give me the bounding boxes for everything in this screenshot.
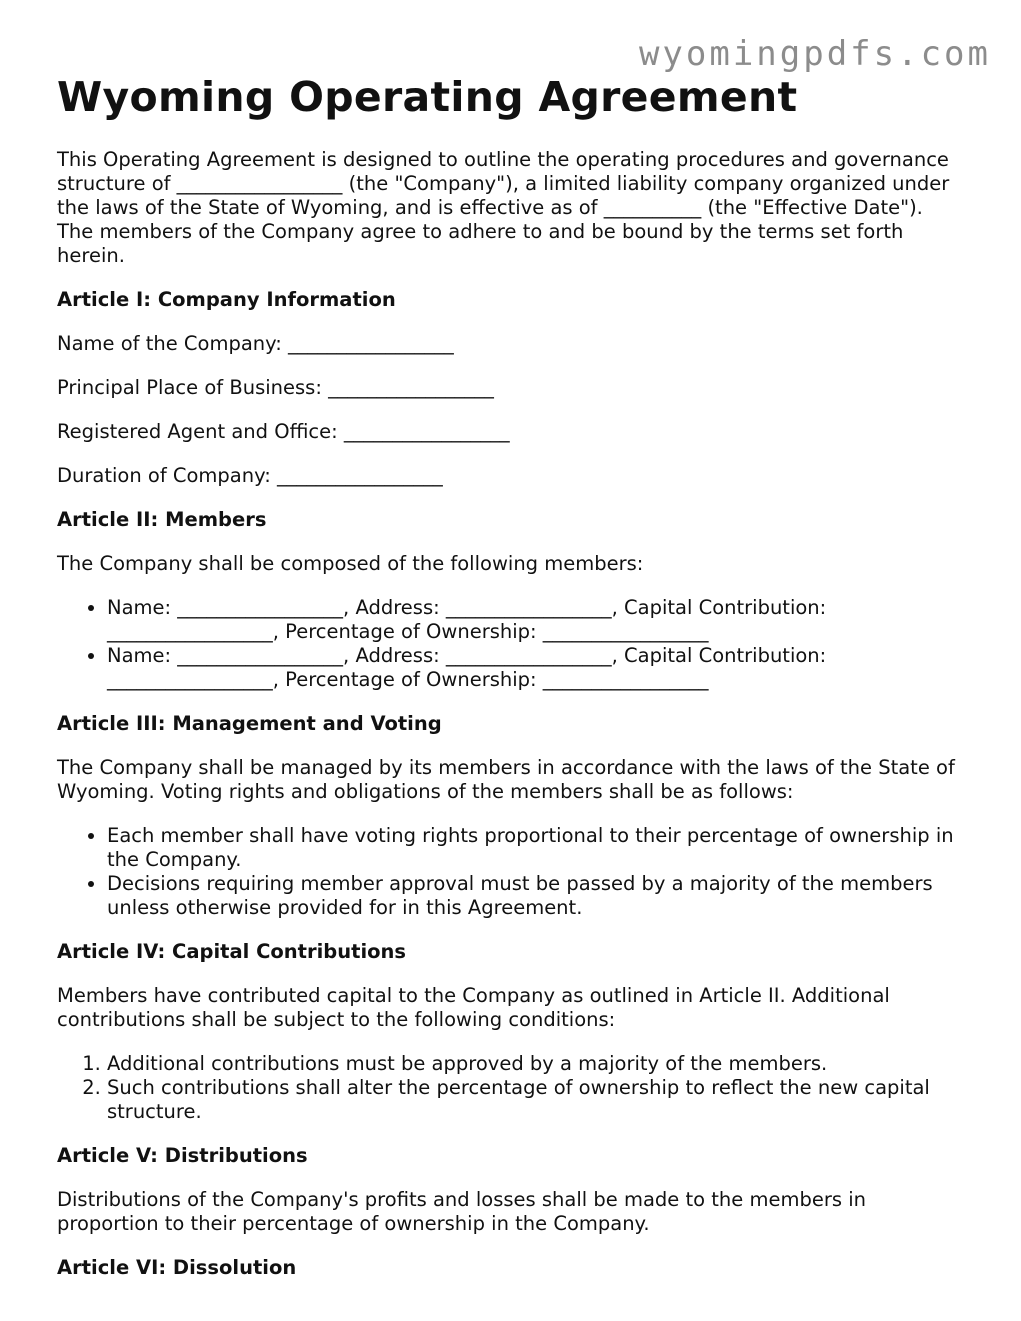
contribution-item: 1. Additional contributions must be approved by a majority of the members. [107, 1052, 962, 1076]
voting-item: • Decisions requiring member approval must be passed by a majority of the members unless otherwise provided for in this Agreement. [107, 872, 962, 920]
article-5-text: Distributions of the Company's profits and losses shall be made to the members in proportion to their percentage of ownership in the Company. [57, 1188, 866, 1235]
members-list [57, 596, 962, 692]
article-6-heading: Article VI: Dissolution [57, 1256, 297, 1279]
contribution-item: 2. Such contributions shall alter the percentage of ownership to reflect the new capital structure. [107, 1076, 962, 1124]
contributions-list [57, 1052, 962, 1124]
article-3-heading: Article III: Management and Voting [57, 712, 442, 735]
principal-place-field: Principal Place of Business: _________________ [57, 376, 494, 399]
member-item: • Name: _________________, Address: _________________, Capital Contribution: _________________, Percentage of Ownership: _________________ [107, 596, 962, 644]
company-name-field: Name of the Company: _________________ [57, 332, 454, 355]
article-3-text: The Company shall be managed by its members in accordance with the laws of the State of Wyoming. Voting rights and obligations of the members shall be as follows: [57, 756, 955, 803]
duration-field: Duration of Company: _________________ [57, 464, 443, 487]
document-title: Wyoming Operating Agreement [57, 73, 798, 121]
watermark: wyomingpdfs.com [638, 34, 991, 74]
article-5-heading: Article V: Distributions [57, 1144, 308, 1167]
document-body [57, 72, 962, 1280]
article-2-text: The Company shall be composed of the following members: [57, 552, 644, 575]
member-item: • Name: _________________, Address: _________________, Capital Contribution: _________________, Percentage of Ownership: _________________ [107, 644, 962, 692]
voting-list [57, 824, 962, 920]
intro-paragraph: This Operating Agreement is designed to outline the operating procedures and governance structure of _________________ (the "Company"), a limited liability company organized under the laws of the State of Wyoming, and is effective as of __________ (the "Effective Date"). The members of the Company agree to adhere to and be bound by the terms set forth herein. [57, 148, 950, 267]
article-4-heading: Article IV: Capital Contributions [57, 940, 407, 963]
article-4-text: Members have contributed capital to the Company as outlined in Article II. Additional contributions shall be subject to the following conditions: [57, 984, 890, 1031]
registered-agent-field: Registered Agent and Office: _________________ [57, 420, 510, 443]
voting-item: • Each member shall have voting rights proportional to their percentage of ownership in the Company. [107, 824, 962, 872]
article-2-heading: Article II: Members [57, 508, 267, 531]
article-1-heading: Article I: Company Information [57, 288, 396, 311]
